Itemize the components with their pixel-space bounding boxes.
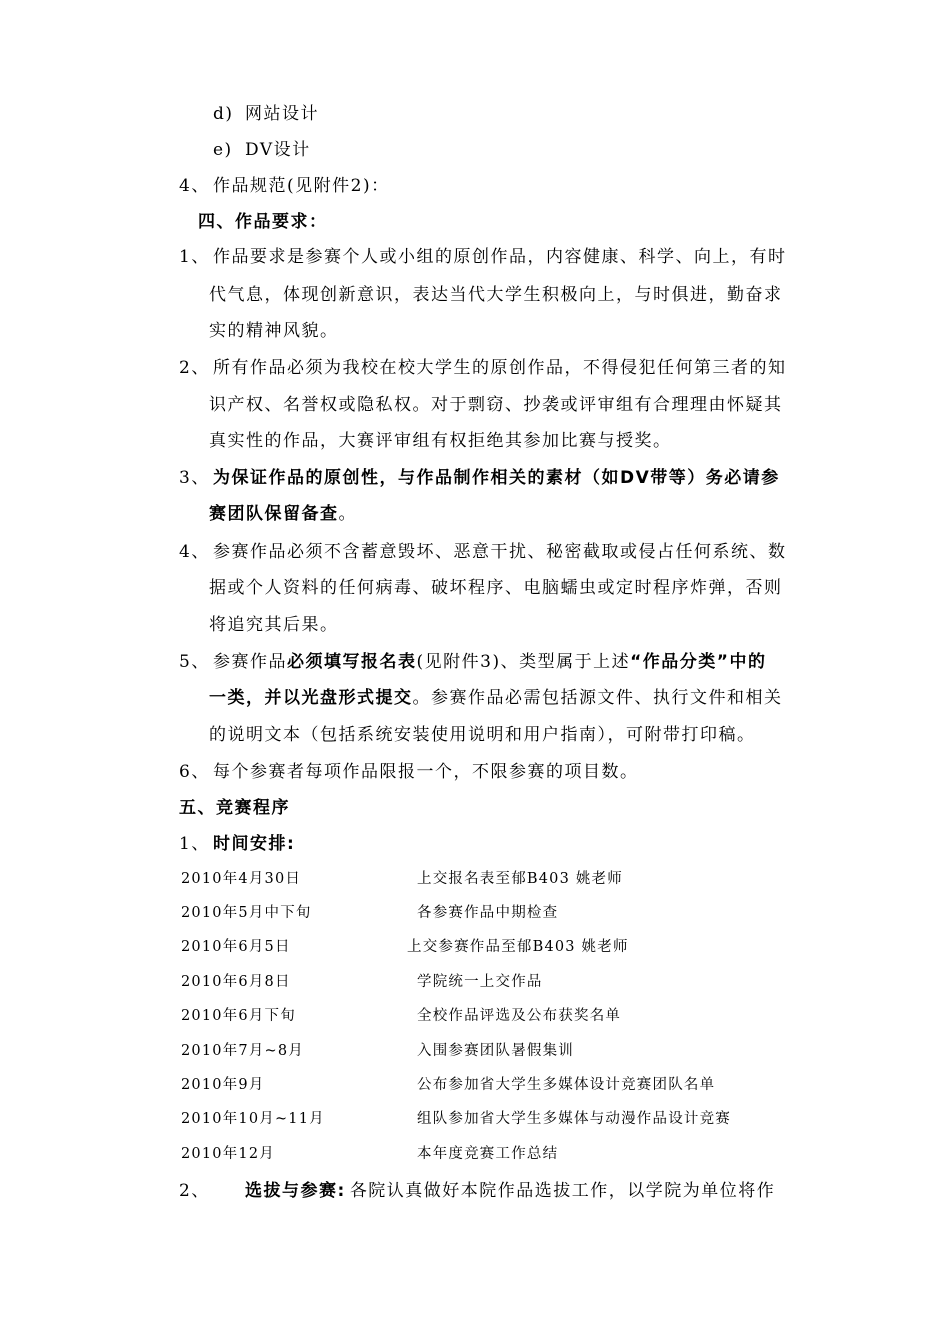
item-number: 6、 — [179, 762, 210, 782]
requirement-emphasis: 赛团队保留备查 — [209, 504, 339, 524]
section-heading-requirements: 四、作品要求： — [198, 212, 328, 232]
requirement-text: 作品要求是参赛个人或小组的原创作品，内容健康、科学、向上，有时 — [213, 247, 787, 267]
list-marker: d) — [213, 104, 234, 124]
schedule-date: 2010年7月~8月 — [181, 1043, 305, 1059]
schedule-event: 各参赛作品中期检查 — [417, 905, 559, 921]
schedule-event: 本年度竞赛工作总结 — [417, 1146, 559, 1162]
item-text: 作品规范(见附件2)： — [213, 176, 390, 196]
schedule-heading-text: 时间安排: — [213, 834, 296, 854]
selection-line — [179, 1180, 775, 1202]
requirement-text: 参赛作品 — [213, 652, 287, 672]
schedule-event: 全校作品评选及公布获奖名单 — [417, 1008, 622, 1024]
requirement-2-line-3: 真实性的作品，大赛评审组有权拒绝其参加比赛与授奖。 — [209, 431, 672, 451]
list-item-text: 网站设计 — [245, 104, 319, 124]
requirement-emphasis: “作品分类”中的 — [630, 652, 767, 672]
item-number: 1、 — [179, 834, 210, 854]
requirement-text: 每个参赛者每项作品限报一个，不限参赛的项目数。 — [213, 762, 639, 782]
item-number: 4、 — [179, 176, 210, 196]
schedule-date: 2010年5月中下旬 — [181, 905, 312, 921]
requirement-text: 。 — [338, 504, 357, 524]
item-number: 5、 — [179, 652, 210, 672]
requirement-1-line-3: 实的精神风貌。 — [209, 321, 339, 341]
item-number: 1、 — [179, 247, 210, 267]
item-number: 2、 — [179, 1181, 210, 1201]
schedule-event: 上交报名表至郁B403 姚老师 — [417, 871, 623, 887]
schedule-date: 2010年6月5日 — [181, 939, 291, 955]
schedule-date: 2010年6月8日 — [181, 974, 291, 990]
schedule-event: 入围参赛团队暑假集训 — [417, 1043, 574, 1059]
requirement-4-line-2: 据或个人资料的任何病毒、破坏程序、电脑蠕虫或定时程序炸弹，否则 — [209, 578, 783, 598]
selection-label: 选拔与参赛: — [245, 1181, 346, 1201]
schedule-event: 上交参赛作品至郁B403 姚老师 — [407, 939, 629, 955]
schedule-event: 组队参加省大学生多媒体与动漫作品设计竞赛 — [417, 1111, 731, 1127]
schedule-date: 2010年12月 — [181, 1146, 275, 1162]
requirement-emphasis: 一类，并以光盘形式提交 — [209, 688, 413, 708]
schedule-event: 公布参加省大学生多媒体设计竞赛团队名单 — [417, 1077, 716, 1093]
requirement-text: 所有作品必须为我校在校大学生的原创作品，不得侵犯任何第三者的知 — [213, 358, 787, 378]
item-number: 2、 — [179, 358, 210, 378]
item-number: 4、 — [179, 542, 210, 562]
item-number: 3、 — [179, 468, 210, 488]
selection-text: 各院认真做好本院作品选拔工作，以学院为单位将作 — [349, 1181, 776, 1201]
section-heading-procedure: 五、竞赛程序 — [179, 798, 290, 818]
requirement-emphasis: 必须填写报名表 — [287, 652, 417, 672]
requirement-text: 参赛作品必须不含蓄意毁坏、恶意干扰、秘密截取或侵占任何系统、数 — [213, 542, 787, 562]
schedule-date: 2010年4月30日 — [181, 871, 302, 887]
schedule-date: 2010年10月~11月 — [181, 1111, 325, 1127]
schedule-date: 2010年9月 — [181, 1077, 265, 1093]
schedule-event: 学院统一上交作品 — [417, 974, 543, 990]
requirement-1-line-2: 代气息，体现创新意识，表达当代大学生积极向上，与时俱进，勤奋求 — [209, 285, 783, 305]
requirement-4-line-3: 将追究其后果。 — [209, 615, 339, 635]
requirement-emphasis: 为保证作品的原创性，与作品制作相关的素材（如DV带等）务必请参 — [213, 468, 780, 488]
requirement-text: 。参赛作品必需包括源文件、执行文件和相关 — [412, 688, 783, 708]
requirement-text: (见附件3)、类型属于上述 — [416, 652, 631, 672]
requirement-5-line-3: 的说明文本（包括系统安装使用说明和用户指南），可附带打印稿。 — [209, 725, 756, 745]
schedule-date: 2010年6月下旬 — [181, 1008, 296, 1024]
requirement-2-line-2: 识产权、名誉权或隐私权。对于剽窃、抄袭或评审组有合理理由怀疑其 — [209, 395, 783, 415]
list-item-text: DV设计 — [245, 140, 311, 160]
list-marker: e) — [213, 140, 233, 160]
